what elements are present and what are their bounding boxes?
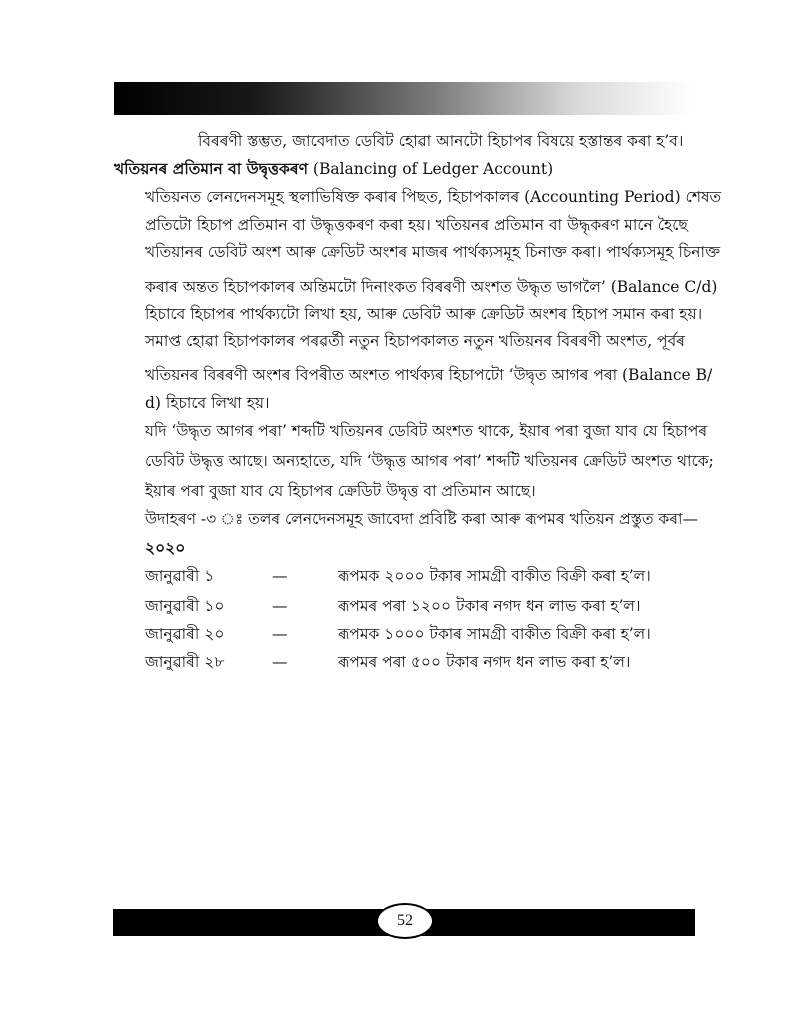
paragraph-line: সমাপ্ত হোৱা হিচাপকালৰ পৰৱৰ্তী নতুন হিচাপকালত নতুন খতিয়নৰ বিৰৰণী অংশত, পূৰ্বৰ	[145, 332, 685, 350]
page-number: 52	[376, 903, 434, 939]
paragraph-line: কৰাৰ অন্তত হিচাপকালৰ অন্তিমটো দিনাংকত বিৰৰণী অংশত উদ্ধৃত ভাগলৈ’ (Balance C/d)	[145, 278, 718, 296]
entry-text: ৰূপমৰ পৰা ৫০০ টকাৰ নগদ ধন লাভ কৰা হ’ল।	[338, 653, 631, 671]
entry-text: ৰূপমৰ পৰা ১২০০ টকাৰ নগদ ধন লাভ কৰা হ’ল।	[338, 597, 641, 615]
footer-bar-right	[418, 909, 695, 936]
entry-date: জানুৱাৰী ১	[145, 567, 215, 585]
section-heading-bold: খতিয়নৰ প্ৰতিমান বা উদ্বৃত্তকৰণ	[114, 159, 308, 178]
entry-dash: —	[272, 625, 288, 643]
intro-line: বিৰৰণী স্তম্ভত, জাবেদাত ডেবিট হোৱা আনটো হিচাপৰ বিষয়ে হস্তান্তৰ কৰা হ’ব।	[198, 132, 684, 150]
paragraph-line: খতিয়ানৰ ডেবিট অংশ আৰু ক্ৰেডিট অংশৰ মাজৰ পাৰ্থক্যসমূহ চিনাক্ত কৰা। পাৰ্থক্যসমূহ চিনাক্ত	[145, 243, 721, 261]
paragraph-line: হিচাবে হিচাপৰ পাৰ্থক্যটো লিখা হয়, আৰু ডেবিট আৰু ক্ৰেডিট অংশৰ হিচাপ সমান কৰা হয়।	[145, 305, 703, 323]
section-heading	[114, 156, 553, 182]
paragraph-line: খতিয়নত লেনদেনসমূহ স্থলাভিষিক্ত কৰাৰ পিছত, হিচাপকালৰ (Accounting Period) শেষত	[145, 188, 722, 206]
entry-text: ৰূপমক ১০০০ টকাৰ সামগ্ৰী বাকীত বিক্ৰী কৰা হ’ল।	[338, 625, 651, 643]
section-heading-english: (Balancing of Ledger Account)	[307, 160, 554, 178]
entry-date: জানুৱাৰী ১০	[145, 597, 225, 615]
paragraph-line: d) হিচাবে লিখা হয়।	[145, 394, 270, 412]
entry-date: জানুৱাৰী ২৮	[145, 653, 225, 671]
entry-date: জানুৱাৰী ২০	[145, 625, 225, 643]
entry-text: ৰূপমক ২০০০ টকাৰ সামগ্ৰী বাকীত বিক্ৰী কৰা হ’ল।	[338, 567, 651, 585]
footer-bar-left	[113, 909, 395, 936]
paragraph-line: যদি ‘উদ্ধৃত আগৰ পৰা’ শব্দটি খতিয়নৰ ডেবিট অংশত থাকে, ইয়াৰ পৰা বুজা যাব যে হিচাপৰ	[145, 422, 708, 440]
paragraph-line: ইয়াৰ পৰা বুজা যাব যে হিচাপৰ ক্ৰেডিট উদ্বৃত্ত বা প্ৰতিমান আছে।	[145, 482, 536, 500]
example-line: উদাহৰণ -৩ ঃ তলৰ লেনদেনসমূহ জাবেদা প্ৰবিষ্টি কৰা আৰু ৰূপমৰ খতিয়ন প্ৰস্তুত কৰা—	[145, 510, 698, 528]
paragraph-line: খতিয়নৰ বিৰৰণী অংশৰ বিপৰীত অংশত পাৰ্থক্যৰ হিচাপটো ‘উদ্বৃত আগৰ পৰা (Balance B/	[145, 366, 713, 384]
paragraph-line: ডেবিট উদ্ধৃত্ত আছে। অন্যহাতে, যদি ‘উদ্ধৃত্ত আগৰ পৰা’ শব্দটি খতিয়নৰ ক্ৰেডিট অংশত থাকে;	[145, 452, 714, 470]
entry-dash: —	[272, 597, 288, 615]
year-label: ২০২০	[145, 538, 186, 557]
entry-dash: —	[272, 567, 288, 585]
header-gradient-band	[114, 82, 692, 115]
entry-dash: —	[272, 653, 288, 671]
paragraph-line: প্ৰতিটো হিচাপ প্ৰতিমান বা উদ্ধৃত্তকৰণ কৰা হয়। খতিয়নৰ প্ৰতিমান বা উদ্ধৃকৰণ মানে হৈছে	[145, 216, 688, 234]
